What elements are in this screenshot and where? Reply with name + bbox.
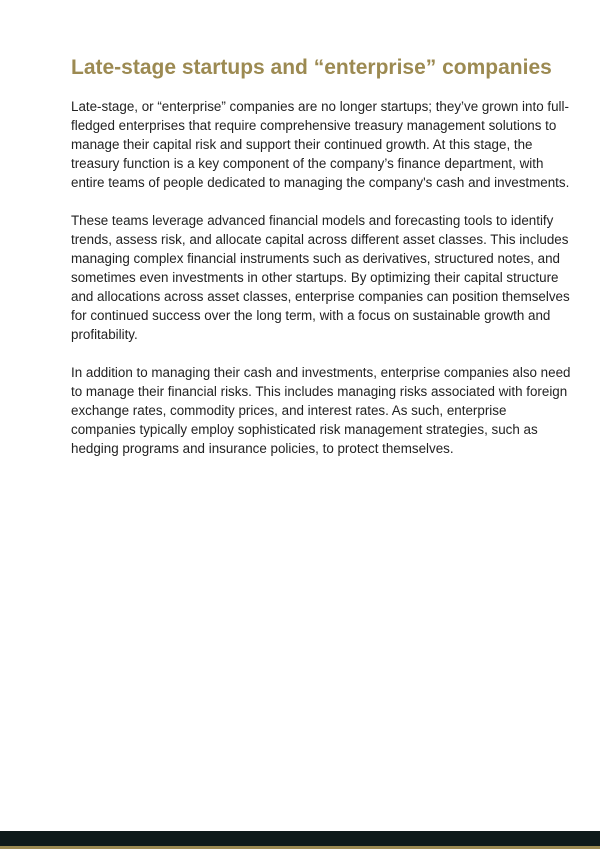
paragraph-3 xyxy=(71,363,571,458)
paragraph-line: and allocations across asset classes, enterprise companies can position themselves xyxy=(71,289,570,304)
paragraph-line: trends, assess risk, and allocate capital across different asset classes. This includes xyxy=(71,232,569,247)
paragraph-line: These teams leverage advanced financial models and forecasting tools to identify xyxy=(71,213,554,228)
paragraph-line: hedging programs and insurance policies, to protect themselves. xyxy=(71,441,454,456)
paragraph-line: exchange rates, commodity prices, and interest rates. As such, enterprise xyxy=(71,403,507,418)
paragraph-line: sometimes even investments in other startups. By optimizing their capital structure xyxy=(71,270,559,285)
paragraph-line: for continued success over the long term, with a focus on sustainable growth and xyxy=(71,308,551,323)
paragraph-line: Late-stage, or “enterprise” companies are no longer startups; they’ve grown into full- xyxy=(71,99,569,114)
paragraph-line: In addition to managing their cash and investments, enterprise companies also need xyxy=(71,365,571,380)
paragraph-line: treasury function is a key component of the company’s finance department, with xyxy=(71,156,544,171)
paragraph-line: manage their capital risk and support their continued growth. At this stage, the xyxy=(71,137,533,152)
paragraph-line: entire teams of people dedicated to managing the company's cash and investments. xyxy=(71,175,570,190)
paragraph-1 xyxy=(71,97,571,192)
section-heading: Late-stage startups and “enterprise” companies xyxy=(71,56,552,79)
paragraph-line: to manage their financial risks. This includes managing risks associated with foreign xyxy=(71,384,568,399)
footer-band xyxy=(0,831,600,849)
section-body xyxy=(71,97,571,477)
paragraph-line: fledged enterprises that require comprehensive treasury management solutions to xyxy=(71,118,557,133)
paragraph-line: companies typically employ sophisticated risk management strategies, such as xyxy=(71,422,538,437)
paragraph-2 xyxy=(71,211,571,344)
paragraph-line: managing complex financial instruments such as derivatives, structured notes, and xyxy=(71,251,561,266)
paragraph-line: profitability. xyxy=(71,327,138,342)
